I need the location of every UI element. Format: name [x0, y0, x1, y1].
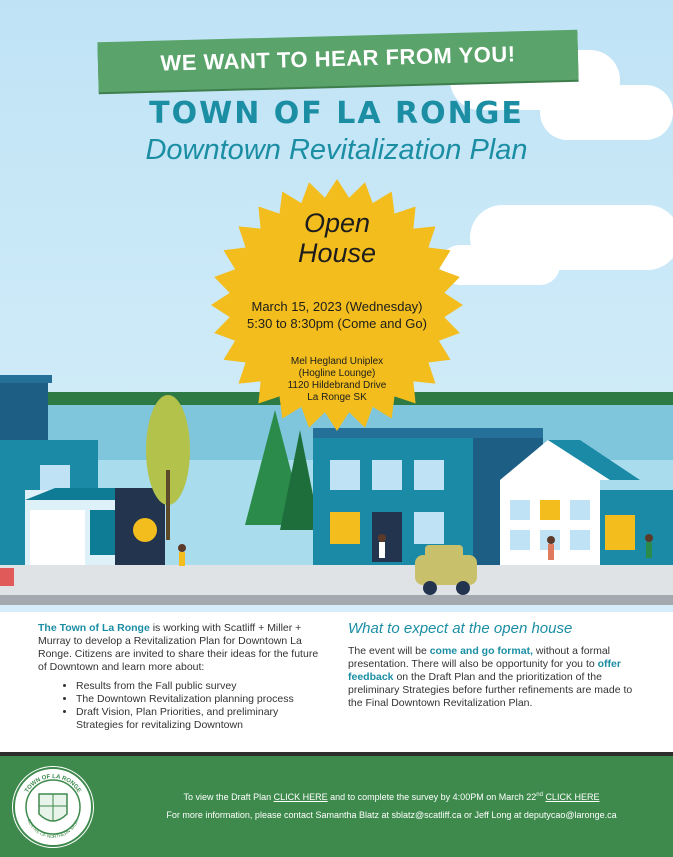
event-datetime [210, 298, 464, 332]
expect-paragraph [348, 645, 638, 710]
intro-paragraph [38, 622, 326, 674]
footer [0, 756, 673, 857]
expect-highlight: offer feedback [348, 658, 621, 683]
event-time: 5:30 to 8:30pm (Come and Go) [247, 316, 427, 331]
footer-line-1 [110, 792, 673, 802]
venue-line: La Ronge SK [307, 392, 367, 403]
event-venue [210, 356, 464, 404]
footer-text: and to complete the survey by 4:00PM on March 22 [327, 792, 537, 802]
venue-line: Mel Hegland Uniplex [290, 356, 384, 367]
town-seal-logo [12, 766, 94, 848]
list-item: • Draft Vision, Plan Priorities, and preliminary Strategies for revitalizing Downtown [76, 706, 326, 732]
svg-text:TOWN OF LA RONGE: TOWN OF LA RONGE [24, 773, 82, 794]
intro-body: is working with Scatliff + Miller + Murray to develop a Revitalization Plan for Downtown La Ronge. Citizens are invited to share their ideas for the future of Downtown and learn more about: [38, 622, 319, 673]
banner-text: WE WANT TO HEAR FROM YOU! [160, 41, 516, 76]
venue-line: (Hogline Lounge) [298, 368, 376, 379]
svg-text:CENTRE OF NORTHERN SASK.: CENTRE OF NORTHERN SASK. [26, 818, 80, 840]
event-date: March 15, 2023 (Wednesday) [251, 299, 423, 314]
plan-subtitle: Downtown Revitalization Plan [145, 134, 528, 166]
footer-line-2: For more information, please contact Samantha Blatz at sblatz@scatliff.ca or Jeff Long at deputycao@laronge.ca [166, 810, 617, 820]
intro-column [38, 622, 326, 732]
expect-highlight: come and go format, [429, 645, 533, 657]
info-section [0, 612, 673, 752]
open-house-line2: House [297, 238, 377, 268]
draft-plan-link[interactable]: CLICK HERE [273, 792, 328, 802]
footer-text: To view the Draft Plan [183, 792, 274, 802]
list-item: • Results from the Fall public survey [76, 680, 326, 693]
venue-line: 1120 Hildebrand Drive [287, 380, 387, 391]
list-item: • The Downtown Revitalization planning process [76, 693, 326, 706]
footer-sup: nd [536, 792, 543, 798]
town-title: TOWN OF LA RONGE [149, 96, 524, 131]
open-house-line1: Open [303, 208, 371, 238]
expect-column [348, 622, 638, 710]
expect-text: on the Draft Plan and the prioritization of the preliminary Strategies before further refinements are made to the Final Downtown Revitalization Plan. [348, 671, 633, 709]
survey-link[interactable]: CLICK HERE [545, 792, 600, 802]
intro-highlight: The Town of La Ronge [38, 622, 150, 634]
expect-heading: What to expect at the open house [348, 620, 573, 637]
topic-list [38, 680, 326, 732]
open-house-title [210, 208, 464, 268]
expect-text: without a formal presentation. There will also be opportunity for you to [348, 645, 611, 670]
expect-text: The event will be [348, 645, 430, 657]
